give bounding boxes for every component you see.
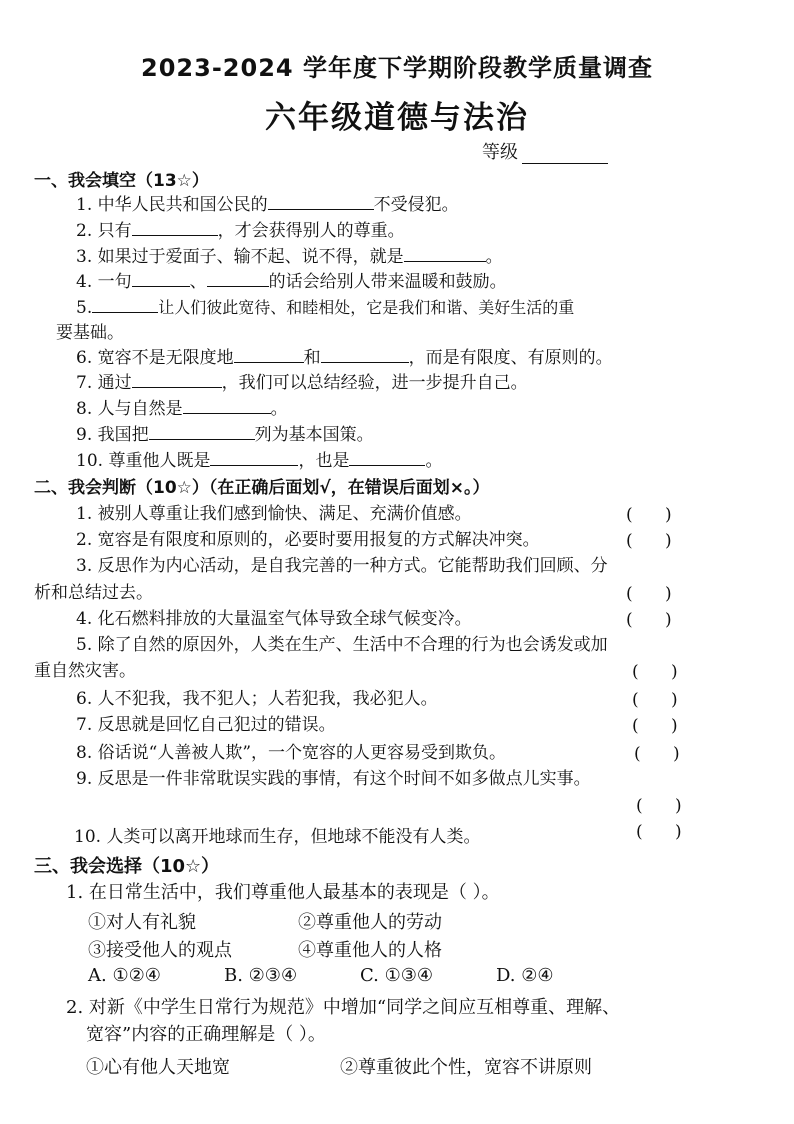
grade-field <box>482 138 608 164</box>
answer-paren[interactable]: ( ) <box>626 531 672 551</box>
judge-question-5: 5. 除了自然的原因外，人类在生产、生活中不合理的行为也会诱发或加 <box>76 635 608 655</box>
fill-question-2: 2. 只有 ，才会获得别人的尊重。 <box>76 221 405 241</box>
grade-blank[interactable] <box>522 147 608 164</box>
answer-blank[interactable] <box>234 347 304 363</box>
choice-option: ③接受他人的观点 <box>88 940 232 961</box>
choice-question-2: 2. 对新《中学生日常行为规范》中增加“同学之间应互相尊重、理解、 <box>66 997 621 1018</box>
fill-question-4: 4. 一句 、 的话会给别人带来温暖和鼓励。 <box>76 272 507 292</box>
section2-heading: 二、我会判断（10☆）（在正确后面划√，在错误后面划×。） <box>34 478 490 498</box>
answer-blank[interactable] <box>321 347 409 363</box>
fill-question-8: 8. 人与自然是 。 <box>76 399 288 419</box>
answer-choice-a[interactable]: A. ①②④ <box>88 965 161 986</box>
fill-question-6: 6. 宽容不是无限度地 和 ，而是有限度、有原则的。 <box>76 348 613 368</box>
fill-question-5: 5. 让人们彼此宽待、和睦相处，它是我们和谐、美好生活的重 <box>76 298 575 318</box>
answer-paren[interactable]: ( ) <box>636 796 682 816</box>
judge-question-10: 10. 人类可以离开地球而生存，但地球不能没有人类。 <box>74 827 481 847</box>
fill-question-3: 3. 如果过于爱面子、输不起、说不得，就是 。 <box>76 247 503 267</box>
choice-question-1: 1. 在日常生活中，我们尊重他人最基本的表现是（ ）。 <box>66 882 500 903</box>
answer-paren[interactable]: ( ) <box>632 716 678 736</box>
judge-question-2: 2. 宽容是有限度和原则的，必要时要用报复的方式解决冲突。 <box>76 530 540 550</box>
fill-question-10: 10. 尊重他人既是 ，也是 。 <box>76 451 443 471</box>
judge-question-5-cont: 重自然灾害。 <box>34 661 136 681</box>
judge-question-1: 1. 被别人尊重让我们感到愉快、满足、充满价值感。 <box>76 504 472 524</box>
answer-paren[interactable]: ( ) <box>636 822 682 842</box>
answer-blank[interactable] <box>268 194 374 210</box>
choice-option: ④尊重他人的人格 <box>298 940 442 961</box>
fill-question-7: 7. 通过 ，我们可以总结经验，进一步提升自己。 <box>76 373 528 393</box>
choice-option: ②尊重彼此个性，宽容不讲原则 <box>340 1057 592 1078</box>
answer-paren[interactable]: ( ) <box>634 744 680 764</box>
answer-blank[interactable] <box>149 424 255 440</box>
subject-title: 六年级道德与法治 <box>265 100 529 136</box>
answer-choice-d[interactable]: D. ②④ <box>496 965 554 986</box>
choice-question-2-cont: 宽容”内容的正确理解是（ ）。 <box>86 1024 326 1045</box>
answer-blank[interactable] <box>404 246 486 262</box>
section1-heading: 一、我会填空（13☆） <box>34 171 209 191</box>
choice-option: ①心有他人天地宽 <box>86 1057 230 1078</box>
judge-question-8: 8. 俗话说“人善被人欺”，一个宽容的人更容易受到欺负。 <box>76 743 507 763</box>
grade-label: 等级 <box>482 142 518 163</box>
choice-option: ①对人有礼貌 <box>88 912 196 933</box>
answer-choice-c[interactable]: C. ①③④ <box>360 965 433 986</box>
answer-blank[interactable] <box>132 372 222 388</box>
judge-question-3: 3. 反思作为内心活动，是自我完善的一种方式。它能帮助我们回顾、分 <box>76 556 608 576</box>
answer-paren[interactable]: ( ) <box>632 662 678 682</box>
fill-question-5-cont: 要基础。 <box>56 323 124 343</box>
answer-paren[interactable]: ( ) <box>632 690 678 710</box>
answer-blank[interactable] <box>132 220 218 236</box>
answer-blank[interactable] <box>132 271 190 287</box>
section3-heading: 三、我会选择（10☆） <box>34 856 220 877</box>
answer-blank[interactable] <box>183 398 271 414</box>
answer-blank[interactable] <box>349 450 425 466</box>
answer-blank[interactable] <box>207 271 269 287</box>
judge-question-9: 9. 反思是一件非常耽误实践的事情，有这个时间不如多做点儿实事。 <box>76 769 591 789</box>
answer-paren[interactable]: ( ) <box>626 610 672 630</box>
judge-question-6: 6. 人不犯我，我不犯人；人若犯我，我必犯人。 <box>76 689 438 709</box>
answer-paren[interactable]: ( ) <box>626 584 672 604</box>
judge-question-3-cont: 析和总结过去。 <box>34 583 153 603</box>
answer-blank[interactable] <box>92 297 158 313</box>
exam-title: 2023-2024 学年度下学期阶段教学质量调查 <box>141 54 653 82</box>
fill-question-9: 9. 我国把 列为基本国策。 <box>76 425 374 445</box>
fill-question-1: 1. 中华人民共和国公民的 不受侵犯。 <box>76 195 459 215</box>
judge-question-4: 4. 化石燃料排放的大量温室气体导致全球气候变冷。 <box>76 609 472 629</box>
choice-option: ②尊重他人的劳动 <box>298 912 442 933</box>
answer-choice-b[interactable]: B. ②③④ <box>224 965 298 986</box>
judge-question-7: 7. 反思就是回忆自己犯过的错误。 <box>76 715 336 735</box>
answer-paren[interactable]: ( ) <box>626 505 672 525</box>
answer-blank[interactable] <box>210 450 298 466</box>
